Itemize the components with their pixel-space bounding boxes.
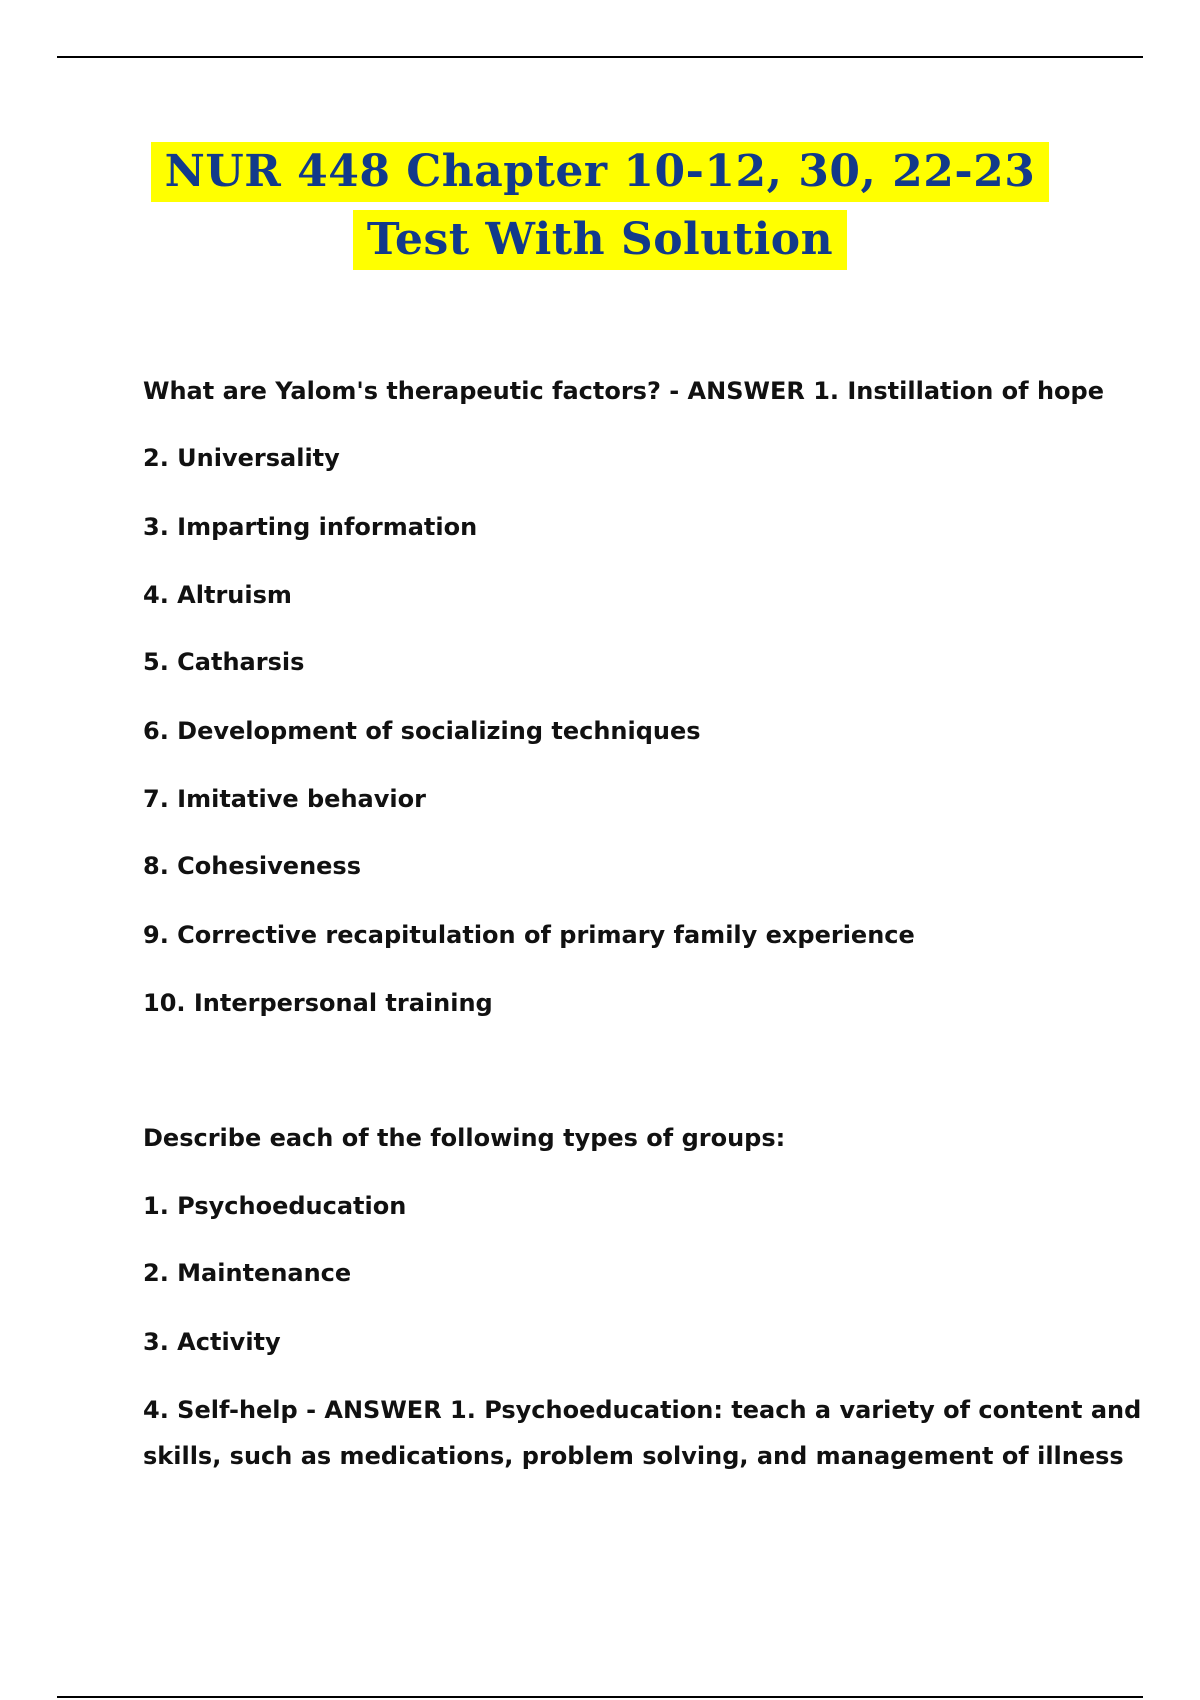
answer-item-4: 4. Altruism — [143, 581, 292, 609]
group-type-4-answer: 4. Self-help - ANSWER 1. Psychoeducation: teach a variety of content and — [143, 1396, 1142, 1424]
bottom-rule — [57, 1696, 1143, 1698]
question-1: What are Yalom's therapeutic factors? - ANSWER 1. Instillation of hope — [143, 377, 1104, 405]
answer-item-3: 3. Imparting information — [143, 513, 478, 541]
answer-item-5: 5. Catharsis — [143, 648, 305, 676]
document-title — [0, 142, 1200, 270]
top-rule — [57, 56, 1143, 58]
answer-item-9: 9. Corrective recapitulation of primary family experience — [143, 921, 915, 949]
answer-continuation: skills, such as medications, problem solving, and management of illness — [143, 1442, 1124, 1470]
answer-item-2: 2. Universality — [143, 444, 340, 472]
question-2: Describe each of the following types of groups: — [143, 1124, 786, 1152]
title-line-2: Test With Solution — [353, 210, 847, 270]
answer-item-8: 8. Cohesiveness — [143, 852, 362, 880]
group-type-2: 2. Maintenance — [143, 1259, 352, 1287]
title-line-1: NUR 448 Chapter 10-12, 30, 22-23 — [151, 142, 1050, 202]
answer-item-6: 6. Development of socializing techniques — [143, 717, 701, 745]
answer-item-10: 10. Interpersonal training — [143, 989, 493, 1017]
group-type-3: 3. Activity — [143, 1328, 281, 1356]
answer-item-7: 7. Imitative behavior — [143, 785, 426, 813]
group-type-1: 1. Psychoeducation — [143, 1192, 407, 1220]
